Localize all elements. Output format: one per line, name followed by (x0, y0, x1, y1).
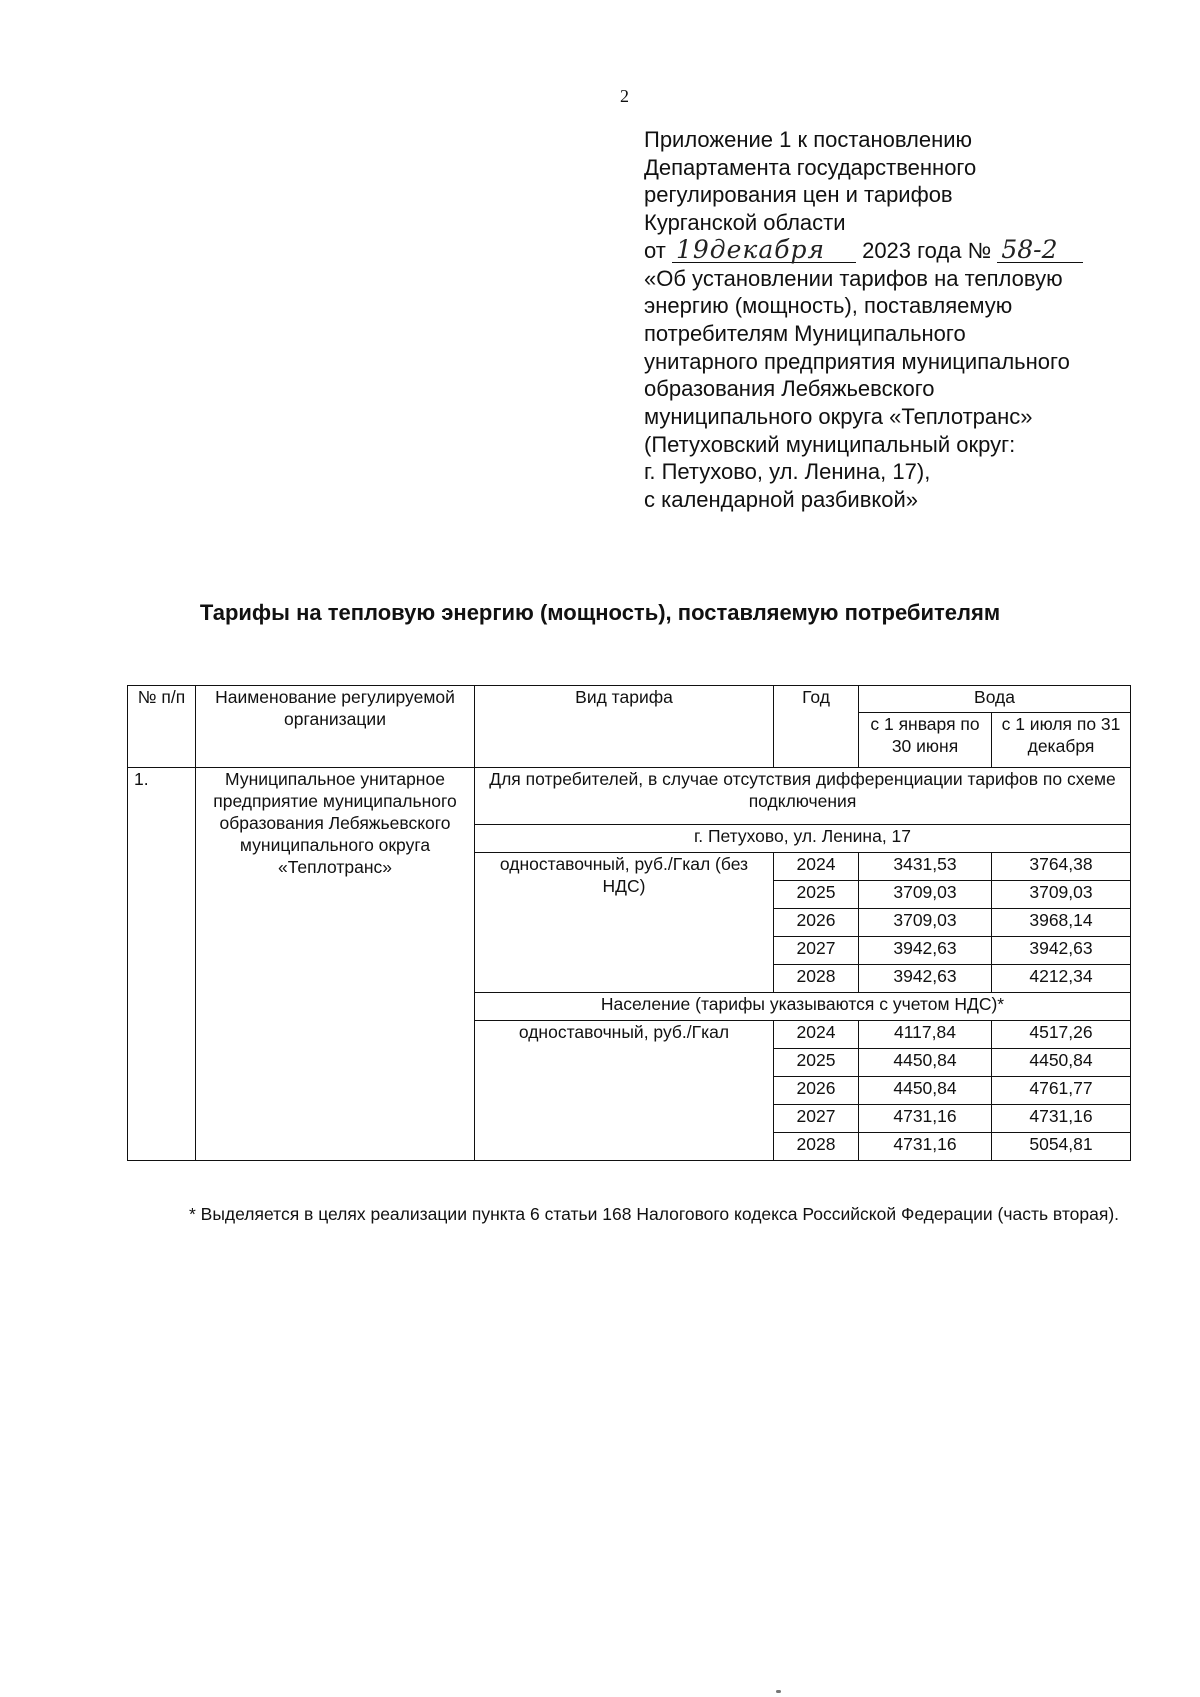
value-cell: 4450,84 (992, 1049, 1131, 1077)
value-cell: 4731,16 (859, 1105, 992, 1133)
appendix-line: потребителям Муниципального (644, 320, 966, 346)
section-2-tariff: одноставочный, руб./Гкал (475, 1021, 774, 1161)
date-middle: 2023 года № (862, 237, 992, 263)
value-cell: 4731,16 (992, 1105, 1131, 1133)
section-1-tariff: одноставочный, руб./Гкал (без НДС) (475, 853, 774, 993)
value-cell: 4117,84 (859, 1021, 992, 1049)
value-cell: 3709,03 (859, 881, 992, 909)
value-cell: 4761,77 (992, 1077, 1131, 1105)
footnote: * Выделяется в целях реализации пункта 6 статьи 168 Налогового кодекса Российской Федерации (часть вторая). (189, 1204, 1120, 1224)
appendix-line: г. Петухово, ул. Ленина, 17), (644, 459, 931, 485)
section-1-subheading: г. Петухово, ул. Ленина, 17 (475, 825, 1131, 853)
value-cell: 4450,84 (859, 1049, 992, 1077)
header-period-1: с 1 января по 30 июня (859, 713, 992, 768)
value-cell: 4212,34 (992, 965, 1131, 993)
value-cell: 3431,53 (859, 853, 992, 881)
handwritten-date: 19декабря (672, 238, 856, 263)
year-cell: 2024 (774, 1021, 859, 1049)
appendix-line: унитарного предприятия муниципального (644, 348, 1070, 374)
value-cell: 3709,03 (859, 909, 992, 937)
year-cell: 2026 (774, 1077, 859, 1105)
organization-name: Муниципальное унитарное предприятие муниципального образования Лебяжьевского муниципального округа «Теплотранс» (196, 768, 475, 1161)
header-num: № п/п (128, 686, 196, 768)
value-cell: 3942,63 (992, 937, 1131, 965)
appendix-line: энергию (мощность), поставляемую (644, 293, 1013, 319)
header-water: Вода (859, 686, 1131, 713)
value-cell: 4731,16 (859, 1133, 992, 1161)
page-number: 2 (620, 86, 629, 106)
year-cell: 2024 (774, 853, 859, 881)
year-cell: 2025 (774, 1049, 859, 1077)
header-row (128, 686, 1131, 713)
handwritten-number: 58-2 (997, 238, 1083, 263)
header-period-2: с 1 июля по 31 декабря (992, 713, 1131, 768)
appendix-line: Курганской области (644, 210, 846, 236)
value-cell: 5054,81 (992, 1133, 1131, 1161)
appendix-line: образования Лебяжьевского (644, 376, 935, 402)
year-cell: 2025 (774, 881, 859, 909)
appendix-line: Приложение 1 к постановлению (644, 127, 973, 152)
value-cell: 3968,14 (992, 909, 1131, 937)
year-cell: 2027 (774, 937, 859, 965)
year-cell: 2027 (774, 1105, 859, 1133)
appendix-date-line (644, 234, 1164, 265)
header-tariff-type: Вид тарифа (475, 686, 774, 768)
row-number: 1. (128, 768, 196, 1161)
value-cell: 3942,63 (859, 937, 992, 965)
appendix-line: муниципального округа «Теплотранс» (644, 404, 1033, 430)
section-1-heading: Для потребителей, в случае отсутствия дифференциации тарифов по схеме подключения (475, 768, 1131, 825)
scan-speck (776, 1690, 781, 1693)
date-prefix: от (644, 237, 666, 263)
year-cell: 2028 (774, 1133, 859, 1161)
appendix-line: регулирования цен и тарифов (644, 182, 953, 208)
appendix-line: Департамента государственного (644, 154, 977, 180)
appendix-line: с календарной разбивкой» (644, 487, 919, 513)
value-cell: 3942,63 (859, 965, 992, 993)
tariff-table (127, 685, 1131, 1161)
header-year: Год (774, 686, 859, 768)
document-title: Тарифы на тепловую энергию (мощность), поставляемую потребителям (199, 600, 1001, 625)
value-cell: 3709,03 (992, 881, 1131, 909)
value-cell: 4450,84 (859, 1077, 992, 1105)
value-cell: 4517,26 (992, 1021, 1131, 1049)
year-cell: 2026 (774, 909, 859, 937)
appendix-block (644, 126, 1164, 514)
header-org: Наименование регулируемой организации (196, 686, 475, 768)
year-cell: 2028 (774, 965, 859, 993)
value-cell: 3764,38 (992, 853, 1131, 881)
section-2-heading: Население (тарифы указываются с учетом НДС)* (475, 993, 1131, 1021)
appendix-line: (Петуховский муниципальный округ: (644, 431, 1016, 457)
section-heading-row (128, 768, 1131, 825)
appendix-line: «Об установлении тарифов на тепловую (644, 265, 1063, 291)
